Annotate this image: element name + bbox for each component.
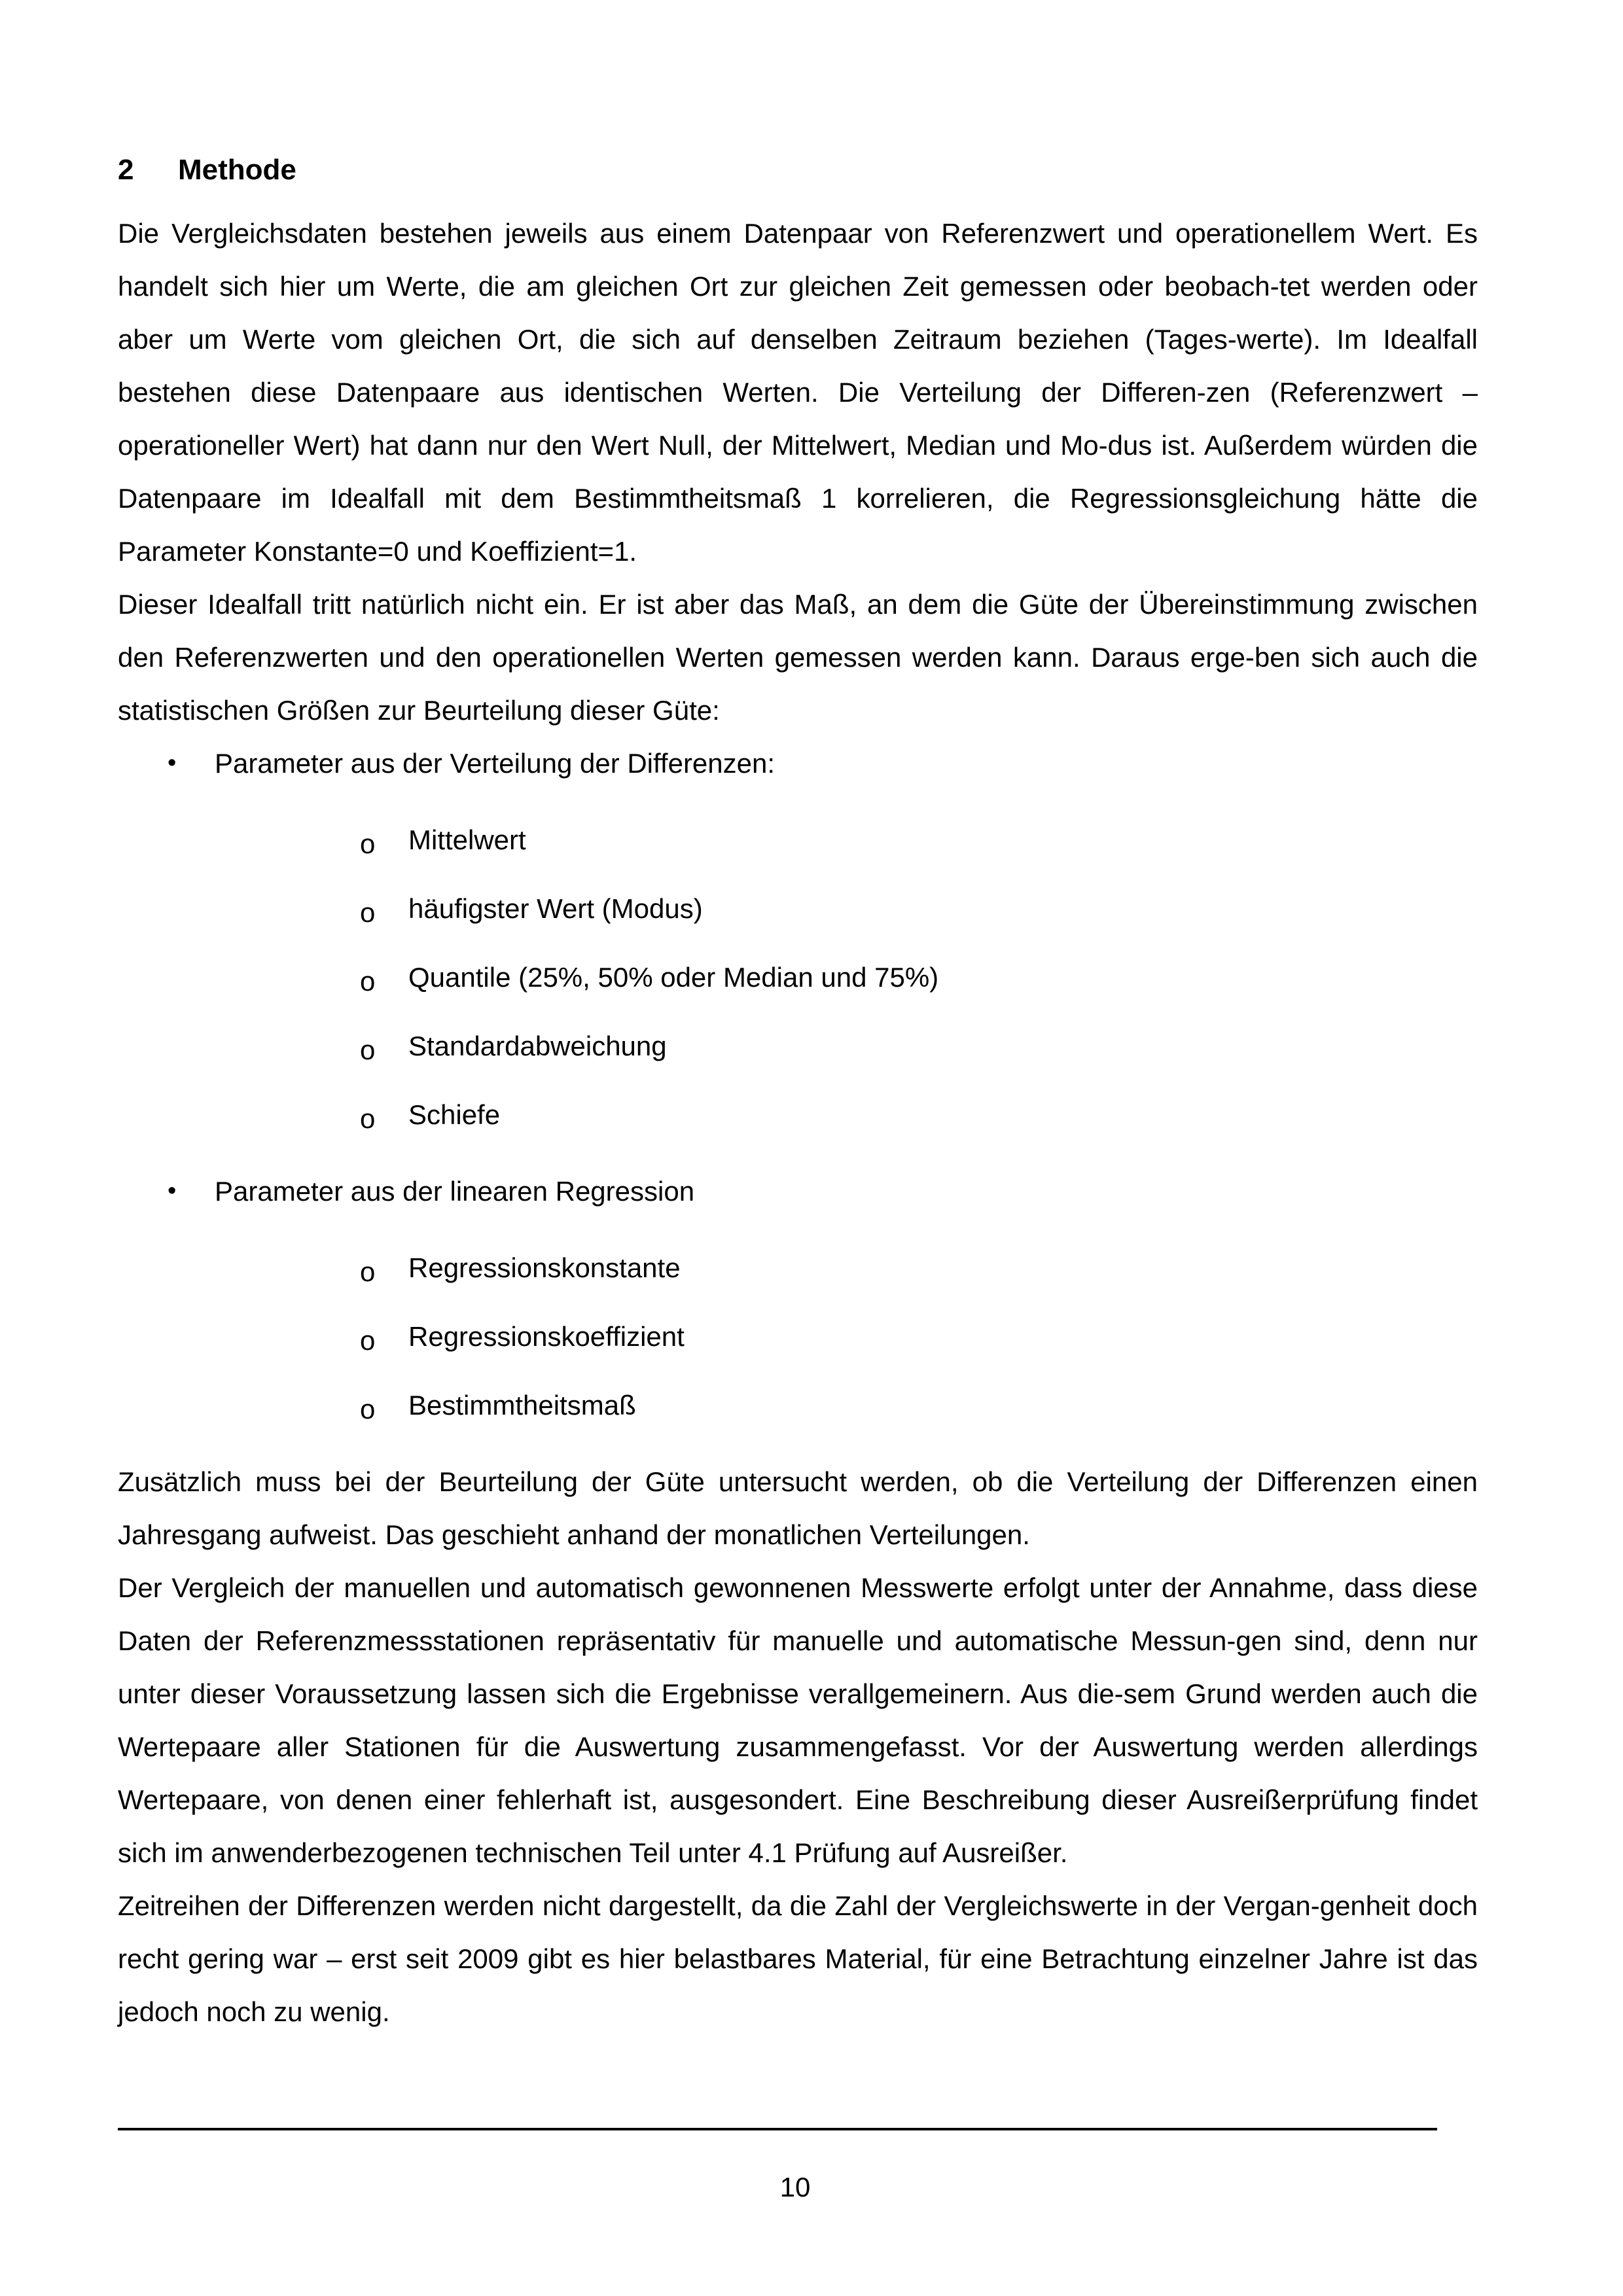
bullet-marker: • [168, 1177, 177, 1205]
sub-item-label: Standardabweichung [408, 1031, 667, 1061]
sub-marker: o [360, 1325, 376, 1356]
sub-item-label: häufigster Wert (Modus) [408, 893, 703, 924]
sub-marker: o [360, 1034, 376, 1065]
section-heading [118, 152, 1478, 188]
list-item [215, 1012, 1478, 1080]
sub-marker: o [360, 1256, 376, 1287]
list-item [215, 943, 1478, 1012]
list-item [215, 805, 1478, 874]
sub-item-label: Mittelwert [408, 824, 526, 855]
sub-item-label: Regressionskonstante [408, 1252, 681, 1283]
bullet-label: Parameter aus der linearen Regression [215, 1176, 695, 1207]
sub-marker: o [360, 897, 376, 928]
sub-item-label: Regressionskoeffizient [408, 1321, 685, 1352]
paragraph-after-1: Zusätzlich muss bei der Beurteilung der Güte untersucht werden, ob die Verteilung der Differenzen einen Jahresgang aufweist. Das geschieht anhand der monatlichen Verteilungen. [118, 1466, 1478, 1550]
sub-marker: o [360, 1103, 376, 1134]
paragraph-after-2: Der Vergleich der manuellen und automatisch gewonnenen Messwerte erfolgt unter der Annahme, dass diese Daten der Referenzmessstationen repräsentativ für manuelle und automatische Messun-gen sind, denn nur unter dieser Voraussetzung lassen sich die Ergebnisse verallgemeinern. Aus die-sem Grund werden auch die Wertepaare aller Stationen für die Auswertung zusammengefasst. Vor der Auswertung werden allerdings Wertepaare, von denen einer fehlerhaft ist, ausgesondert. Eine Beschreibung dieser Ausreißerprüfung findet sich im anwenderbezogenen technischen Teil unter 4.1 Prüfung auf Ausreißer. [118, 1572, 1478, 1868]
page-content [118, 152, 1478, 2038]
sub-item-label: Quantile (25%, 50% oder Median und 75%) [408, 962, 939, 993]
footer-rule [118, 2128, 1437, 2130]
paragraph-after-3: Zeitreihen der Differenzen werden nicht dargestellt, da die Zahl der Vergleichswerte in der Vergan-genheit doch recht gering war – erst seit 2009 gibt es hier belastbares Material, für eine Betrachtung einzelner Jahre ist das jedoch noch zu wenig. [118, 1890, 1478, 2027]
section-title: Methode [178, 154, 296, 186]
sub-item-label: Bestimmtheitsmaß [408, 1390, 636, 1421]
list-item [215, 1302, 1478, 1371]
sub-list [215, 1233, 1478, 1439]
sub-item-label: Schiefe [408, 1099, 501, 1130]
bullet-marker: • [168, 749, 177, 777]
sub-list [215, 805, 1478, 1149]
list-item [215, 1371, 1478, 1439]
section-number: 2 [118, 154, 134, 186]
parameter-list [118, 737, 1478, 1439]
list-item [215, 874, 1478, 943]
bullet-label: Parameter aus der Verteilung der Differenzen: [215, 748, 776, 779]
list-item [215, 1233, 1478, 1302]
list-item [118, 1165, 1478, 1439]
sub-marker: o [360, 966, 376, 997]
sub-marker: o [360, 1394, 376, 1424]
list-item [118, 737, 1478, 1149]
list-item [215, 1080, 1478, 1149]
sub-marker: o [360, 828, 376, 859]
paragraph-intro-2: Dieser Idealfall tritt natürlich nicht ein. Er ist aber das Maß, an dem die Güte der Übereinstimmung zwischen den Referenzwerten und den operationellen Werten gemessen werden kann. Daraus erge-ben sich auch die statistischen Größen zur Beurteilung dieser Güte: [118, 589, 1478, 726]
page-number: 10 [779, 2172, 811, 2202]
paragraph-intro-1: Die Vergleichsdaten bestehen jeweils aus einem Datenpaar von Referenzwert und operationellem Wert. Es handelt sich hier um Werte, die am gleichen Ort zur gleichen Zeit gemessen oder beobach-tet werden oder aber um Werte vom gleichen Ort, die sich auf denselben Zeitraum beziehen (Tages-werte). Im Idealfall bestehen diese Datenpaare aus identischen Werten. Die Verteilung der Differen-zen (Referenzwert – operationeller Wert) hat dann nur den Wert Null, der Mittelwert, Median und Mo-dus ist. Außerdem würden die Datenpaare im Idealfall mit dem Bestimmtheitsmaß 1 korrelieren, die Regressionsgleichung hätte die Parameter Konstante=0 und Koeffizient=1. [118, 218, 1478, 567]
